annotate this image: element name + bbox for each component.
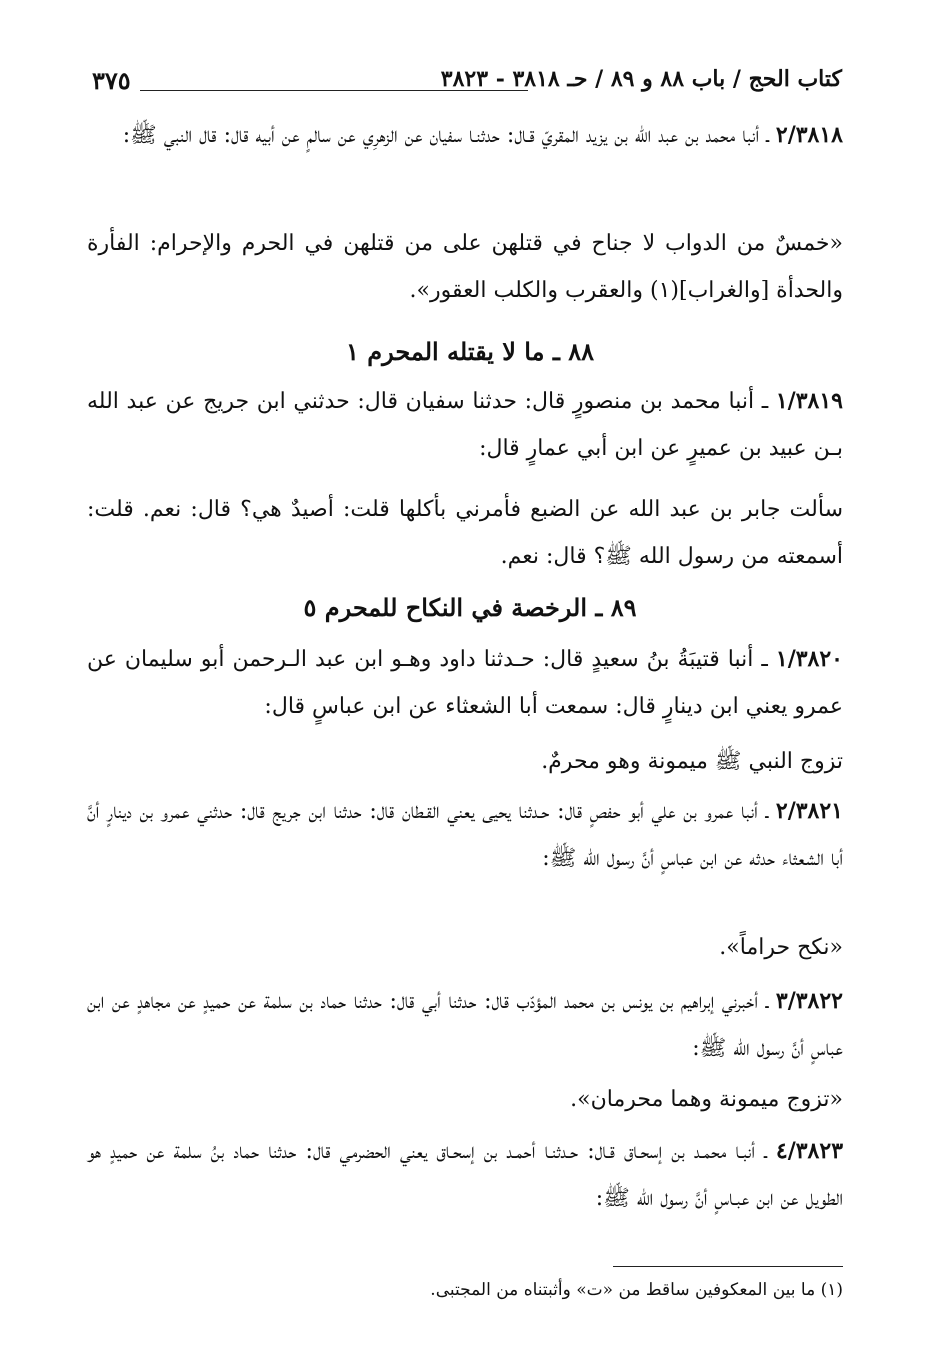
hadith-entry: [87, 1128, 843, 1222]
hadith-dash: ـ: [758, 989, 769, 1014]
hadith-matn-text: تزوج النبي ﷺ ميمونة وهو محرمٌ.: [541, 749, 843, 774]
hadith-dash: ـ: [754, 389, 769, 414]
hadith-dash: ـ: [759, 123, 769, 148]
hadith-matn: [87, 738, 843, 785]
hadith-isnad: [87, 378, 843, 472]
section-heading: ٨٨ ـ ما لا يقتله المحرم ١: [345, 337, 594, 366]
hadith-isnad: [87, 636, 843, 730]
page-header: [92, 58, 842, 98]
hadith-number: ٤/٣٨٢٣: [775, 1138, 844, 1164]
hadith-matn-text: سألت جابر بن عبد الله عن الضبع فأمرني بأكلها قلت: أصيدٌ هي؟ قال: نعم. قلت: أسمعته من رسول الله ﷺ؟ قال: نعم.: [87, 497, 843, 569]
hadith-matn: [87, 1076, 843, 1123]
hadith-dash: ـ: [757, 799, 769, 824]
hadith-isnad-text: أنبا محمد بن عبد الله بن يزيد المقريّ قـال: حدثنـا سفيان عن الزهرِي عن سالمٍ عن أبيه قال: قال النبي ﷺ:: [122, 123, 760, 148]
hadith-number: ٣/٣٨٢٢: [775, 988, 843, 1014]
hadith-entry: [87, 978, 843, 1072]
footnote: (١) ما بين المعكوفين ساقط من «ت» وأثبتناه من المجتبى.: [430, 1280, 843, 1300]
hadith-matn-text: «نكح حراماً».: [719, 935, 843, 960]
hadith-matn-text: «خمسٌ من الدواب لا جناح في قتلهن على من قتلهن في الحرم والإحرام: الفأرة والحدأة [والغراب](١) والعقرب والكلب العقور».: [87, 231, 843, 303]
hadith-matn: [87, 486, 843, 580]
hadith-isnad: [87, 978, 843, 1072]
hadith-entry: [87, 112, 843, 159]
hadith-entry: [87, 636, 843, 730]
footnote-rule: [613, 1266, 843, 1267]
hadith-matn: [87, 220, 843, 314]
hadith-number: ١/٣٨٢٠: [775, 646, 843, 672]
hadith-isnad-text: أنبا قتيبَةُ بنُ سعيدٍ قال: حـدثنا داود وهـو ابن عبد الـرحمن أبو سليمان عن عمرو يعني ابن دينارٍ قال: سمعت أبا الشعثاء عن ابن عباسٍ قال:: [87, 647, 843, 719]
hadith-number: ٢/٣٨٢١: [775, 798, 843, 824]
hadith-entry: [87, 378, 843, 472]
page-number: ٣٧٥: [92, 66, 131, 95]
running-title: كتاب الحج / باب ٨٨ و ٨٩ / حـ ٣٨١٨ - ٣٨٢٣: [440, 66, 842, 92]
hadith-dash: ـ: [755, 1139, 767, 1164]
hadith-isnad-text: أنبا محمد بن منصورٍ قال: حدثنا سفيان قال: حدثني ابن جريج عن عبد الله بـن عبيد بن عميرٍ عن ابن أبي عمارٍ قال:: [87, 389, 843, 461]
hadith-isnad: [87, 1128, 843, 1222]
hadith-isnad: [87, 112, 843, 159]
hadith-matn: [87, 924, 843, 971]
hadith-number: ١/٣٨١٩: [775, 388, 843, 414]
hadith-dash: ـ: [753, 647, 768, 672]
section-heading: ٨٩ ـ الرخصة في النكاح للمحرم ٥: [303, 593, 637, 622]
hadith-isnad-text: أنبـا محمـد بن إسحـاق قـال: حـدثنـا أحمـد بن إسحـاق يعني الحضرمي قال: حدثنا حماد بنُ سلمة عن حميدٍ هو الطويل عن ابن عبـاسٍ أنَّ رسول الله ﷺ:: [87, 1139, 843, 1211]
hadith-isnad: [87, 788, 843, 882]
hadith-matn-text: «تزوج ميمونة وهما محرمان».: [570, 1087, 843, 1112]
hadith-number: ٢/٣٨١٨: [775, 122, 843, 148]
hadith-entry: [87, 788, 843, 882]
hadith-isnad-text: أخبرني إبراهيم بن يونس بن محمد المؤدّب قال: حدثنا أبي قال: حدثنا حماد بن سلمة عن حميدٍ عن مجاهدٍ عن ابن عباسٍ أنَّ رسول الله ﷺ:: [87, 989, 843, 1061]
hadith-isnad-text: أنبا عمرو بن علي أبو حفصٍ قال: حـدثنا يحيى يعني القـطان قال: حدثنا ابن جريج قال: حدثني عمرو بن دينارٍ أنَّ أبا الشعثاء حدثه عن ابن عباسٍ أنَّ رسول الله ﷺ:: [87, 799, 843, 871]
